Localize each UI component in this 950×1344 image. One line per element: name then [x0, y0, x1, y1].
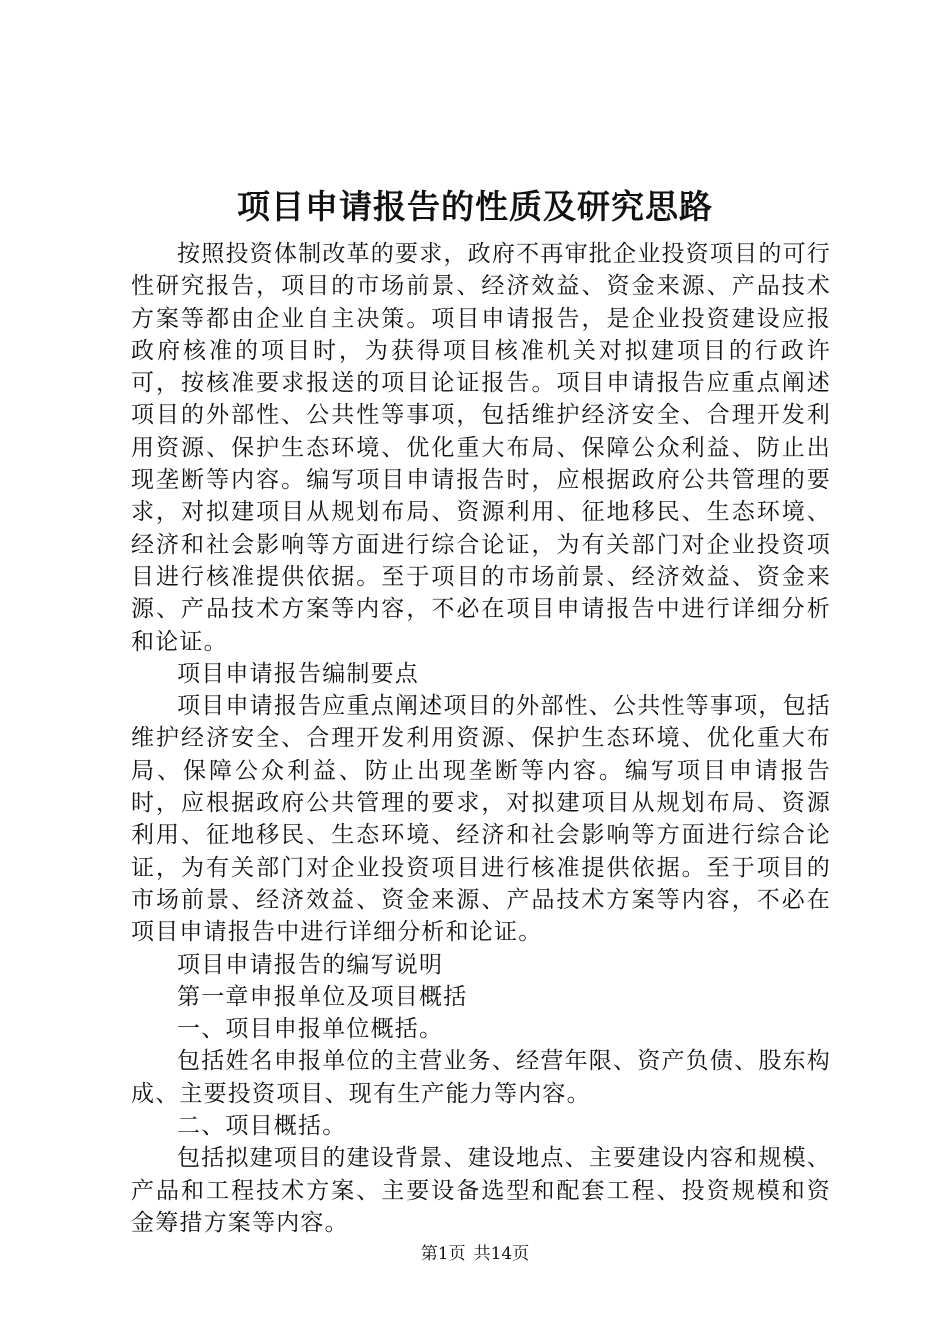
page-number: 第1页: [420, 1244, 466, 1264]
section-heading-key-points: 项目申请报告编制要点: [177, 660, 419, 687]
page-footer: [0, 1242, 950, 1266]
paragraph-project-overview: 包括拟建项目的建设背景、建设地点、主要建设内容和规模、产品和工程技术方案、主要设备选型和配套工程、投资规模和资金筹措方案等内容。: [131, 1145, 831, 1236]
subsection-heading-2: 二、项目概括。: [177, 1113, 347, 1140]
document-body: [131, 238, 831, 1239]
chapter-heading-1: 第一章申报单位及项目概括: [177, 983, 468, 1010]
section-heading-writing-notes: 项目申请报告的编写说明: [177, 951, 444, 978]
paragraph-applicant-overview: 包括姓名申报单位的主营业务、经营年限、资产负债、股东构成、主要投资项目、现有生产能力等内容。: [131, 1048, 831, 1107]
subsection-heading-1: 一、项目申报单位概括。: [177, 1016, 444, 1043]
paragraph-key-points: 项目申请报告应重点阐述项目的外部性、公共性等事项，包括维护经济安全、合理开发利用资源、保护生态环境、优化重大布局、保障公众利益、防止出现垄断等内容。编写项目申请报告时，应根据政府公共管理的要求，对拟建项目从规划布局、资源利用、征地移民、生态环境、经济和社会影响等方面进行综合论证，为有关部门对企业投资项目进行核准提供依据。至于项目的市场前景、经济效益、资金来源、产品技术方案等内容，不必在项目申请报告中进行详细分析和论证。: [131, 693, 831, 946]
page-total: 共14页: [473, 1244, 530, 1264]
paragraph-intro: 按照投资体制改革的要求，政府不再审批企业投资项目的可行性研究报告，项目的市场前景、经济效益、资金来源、产品技术方案等都由企业自主决策。项目申请报告，是企业投资建设应报政府核准的项目时，为获得项目核准机关对拟建项目的行政许可，按核准要求报送的项目论证报告。项目申请报告应重点阐述项目的外部性、公共性等事项，包括维护经济安全、合理开发利用资源、保护生态环境、优化重大布局、保障公众利益、防止出现垄断等内容。编写项目申请报告时，应根据政府公共管理的要求，对拟建项目从规划布局、资源利用、征地移民、生态环境、经济和社会影响等方面进行综合论证，为有关部门对企业投资项目进行核准提供依据。至于项目的市场前景、经济效益、资金来源、产品技术方案等内容，不必在项目申请报告中进行详细分析和论证。: [131, 241, 831, 655]
document-title: 项目申请报告的性质及研究思路: [237, 187, 713, 226]
